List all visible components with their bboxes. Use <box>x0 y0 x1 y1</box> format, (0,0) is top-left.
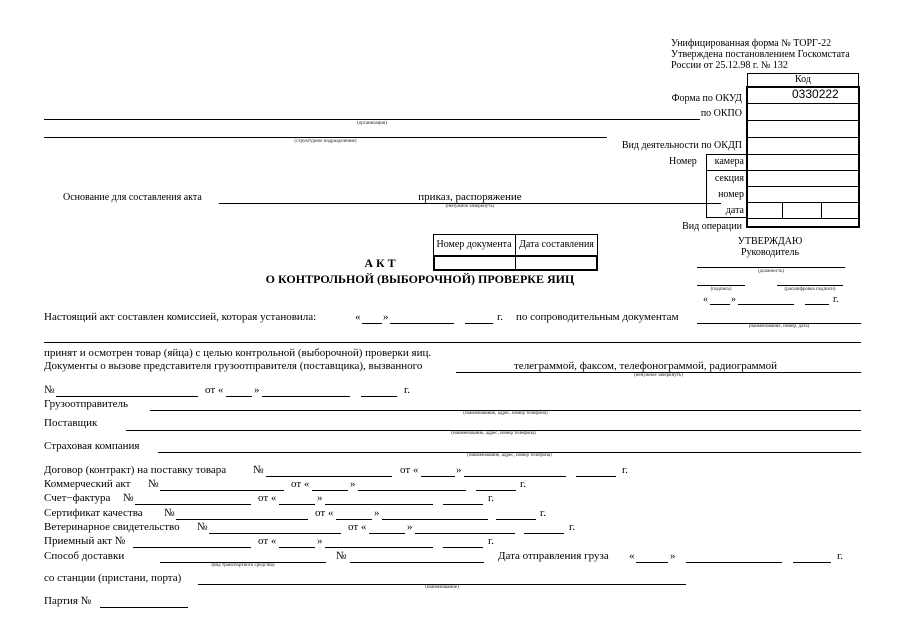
approve-signature-field[interactable] <box>697 285 745 286</box>
vet-cert-month-field[interactable] <box>415 533 515 534</box>
okud-label: Форма по ОКУД <box>671 93 742 104</box>
call-from-label: от « <box>205 384 224 396</box>
delivery-caption: (вид транспортного средства) <box>211 563 275 568</box>
acceptance-act-day-field[interactable] <box>279 547 315 548</box>
vet-cert-from-label: от « <box>348 521 367 533</box>
invoice-day-field[interactable] <box>279 504 315 505</box>
commercial-act-quote-close: » <box>350 478 356 490</box>
station-caption: (наименование) <box>425 585 459 590</box>
acceptance-act-label: Приемный акт № <box>44 535 126 547</box>
approve-quote-close: » <box>731 294 736 305</box>
contract-day-field[interactable] <box>421 476 455 477</box>
quality-cert-from-label: от « <box>315 507 334 519</box>
commercial-act-from-label: от « <box>291 478 310 490</box>
call-year-suffix: г. <box>404 384 411 396</box>
invoice-from-label: от « <box>258 492 277 504</box>
commission-label: Настоящий акт составлен комиссией, которая установила: <box>44 311 317 323</box>
invoice-quote-close: » <box>317 492 323 504</box>
kod-header-cell <box>747 73 859 87</box>
contract-number-label: № <box>253 464 264 476</box>
kod-header: Код <box>795 74 811 85</box>
commercial-act-day-field[interactable] <box>312 490 348 491</box>
acceptance-act-from-label: от « <box>258 535 277 547</box>
organization-caption: (организация) <box>357 121 387 126</box>
quality-cert-day-field[interactable] <box>336 519 372 520</box>
vet-cert-number-label: № <box>197 521 208 533</box>
approve-year-suffix: г. <box>833 294 839 305</box>
batch-field[interactable] <box>100 607 188 608</box>
commission-quote-close: » <box>383 311 389 323</box>
call-docs-label: Документы о вызове представителя грузоотправителя (поставщика), вызванного <box>44 360 423 372</box>
insurance-label: Страховая компания <box>44 440 140 452</box>
acceptance-act-year-suffix: г. <box>488 535 495 547</box>
acceptance-act-quote-close: » <box>317 535 323 547</box>
call-number-label: № <box>44 384 55 396</box>
invoice-month-field[interactable] <box>325 504 433 505</box>
approve-year-field[interactable] <box>805 304 829 305</box>
contract-year-suffix: г. <box>622 464 629 476</box>
supplier-label: Поставщик <box>44 417 98 429</box>
approve-title: УТВЕРЖДАЮ <box>737 236 803 247</box>
codes-column <box>746 86 860 228</box>
dispatch-day-field[interactable] <box>636 562 668 563</box>
approve-decode-caption: (расшифровка подписи) <box>784 287 836 292</box>
commercial-act-label: Коммерческий акт <box>44 478 131 490</box>
call-means-caption: (ненужное зачеркнуть) <box>634 373 683 378</box>
approve-day-field[interactable] <box>710 304 730 305</box>
vid-operacii-label: Вид операции <box>682 221 742 232</box>
contract-year-field[interactable] <box>576 476 616 477</box>
vet-cert-day-field[interactable] <box>369 533 405 534</box>
quality-cert-label: Сертификат качества <box>44 507 143 519</box>
department-caption: (структурное подразделение) <box>294 139 357 144</box>
sekciya-label: секция <box>714 173 744 184</box>
basis-value: приказ, распоряжение <box>418 191 522 203</box>
form-header-line3: России от 25.12.98 г. № 132 <box>671 60 788 71</box>
contract-label: Договор (контракт) на поставку товара <box>44 464 227 476</box>
invoice-year-suffix: г. <box>488 492 495 504</box>
docs-caption: (наименование, номер, дата) <box>748 324 810 329</box>
okud-value: 0330222 <box>792 87 839 101</box>
invoice-label: Счет−фактура <box>44 492 111 504</box>
nomer-sub-label: номер <box>718 189 744 200</box>
call-means-value: телеграммой, факсом, телефонограммой, радиограммой <box>514 360 777 372</box>
call-month-field[interactable] <box>262 396 350 397</box>
form-header-line1: Унифицированная форма № ТОРГ-22 <box>671 38 832 49</box>
doc-number-values[interactable] <box>433 255 598 271</box>
dispatch-date-label: Дата отправления груза <box>498 550 609 562</box>
acceptance-act-year-field[interactable] <box>443 547 483 548</box>
commercial-act-year-field[interactable] <box>476 490 516 491</box>
invoice-number-label: № <box>123 492 134 504</box>
shipper-caption: (наименование, адрес, номер телефона) <box>463 411 548 416</box>
doc-date-header: Дата составления <box>519 239 594 250</box>
dispatch-year-field[interactable] <box>793 562 831 563</box>
organization-field[interactable] <box>44 119 700 120</box>
contract-number-field[interactable] <box>266 476 392 477</box>
commission-day-field[interactable] <box>362 323 382 324</box>
docs-label: по сопроводительным документам <box>516 311 679 323</box>
supplier-caption: (наименование, адрес, номер телефона) <box>451 431 536 436</box>
okdp-label: Вид деятельности по ОКДП <box>621 140 742 151</box>
act-subtitle: О КОНТРОЛЬНОЙ (ВЫБОРОЧНОЙ) ПРОВЕРКЕ ЯИЦ <box>265 272 575 286</box>
quality-cert-month-field[interactable] <box>382 519 488 520</box>
vet-cert-year-suffix: г. <box>569 521 576 533</box>
approve-decode-field[interactable] <box>777 285 843 286</box>
basis-caption: (ненужное зачеркнуть) <box>445 204 495 209</box>
call-day-field[interactable] <box>226 396 252 397</box>
dispatch-quote-open: « <box>629 550 635 562</box>
nomer-label: Номер <box>669 156 697 167</box>
commission-year-field[interactable] <box>465 323 493 324</box>
form-header-line2: Утверждена постановлением Госкомстата <box>671 49 850 60</box>
quality-cert-number-label: № <box>164 507 175 519</box>
contract-from-label: от « <box>400 464 419 476</box>
act-title: А К Т <box>364 256 396 270</box>
delivery-label: Способ доставки <box>44 550 125 562</box>
commission-year-suffix: г. <box>497 311 504 323</box>
okpo-label: по ОКПО <box>700 108 742 119</box>
call-quote-close: » <box>254 384 260 396</box>
vet-cert-quote-close: » <box>407 521 413 533</box>
dispatch-quote-close: » <box>670 550 676 562</box>
quality-cert-year-field[interactable] <box>496 519 536 520</box>
commercial-act-month-field[interactable] <box>358 490 466 491</box>
docs-field-continued[interactable] <box>44 342 861 343</box>
approve-signature-caption: (подпись) <box>710 287 732 292</box>
delivery-number-field[interactable] <box>350 562 484 563</box>
commission-quote-open: « <box>355 311 361 323</box>
batch-label: Партия № <box>44 595 92 607</box>
quality-cert-number-field[interactable] <box>176 519 308 520</box>
commercial-act-year-suffix: г. <box>520 478 527 490</box>
quality-cert-year-suffix: г. <box>540 507 547 519</box>
doc-number-header: Номер документа <box>436 239 512 250</box>
acceptance-act-month-field[interactable] <box>325 547 433 548</box>
shipper-label: Грузоотправитель <box>44 398 129 410</box>
invoice-year-field[interactable] <box>443 504 483 505</box>
data-label: дата <box>725 205 744 216</box>
kamera-label: камера <box>714 156 744 167</box>
vet-cert-label: Ветеринарное свидетельство <box>44 521 180 533</box>
invoice-number-field[interactable] <box>135 504 251 505</box>
approve-quote-open: « <box>703 294 708 305</box>
dispatch-month-field[interactable] <box>686 562 782 563</box>
approve-position-caption: (должность) <box>757 269 785 274</box>
vet-cert-number-field[interactable] <box>209 533 341 534</box>
call-year-field[interactable] <box>361 396 397 397</box>
commercial-act-number-field[interactable] <box>160 490 284 491</box>
contract-month-field[interactable] <box>464 476 566 477</box>
approve-month-field[interactable] <box>738 304 794 305</box>
department-field[interactable] <box>44 137 607 138</box>
acceptance-act-number-field[interactable] <box>133 547 251 548</box>
commission-month-field[interactable] <box>390 323 454 324</box>
quality-cert-quote-close: » <box>374 507 380 519</box>
approve-role: Руководитель <box>740 247 800 258</box>
station-label: со станции (пристани, порта) <box>44 572 182 584</box>
dispatch-year-suffix: г. <box>837 550 844 562</box>
delivery-number-label: № <box>336 550 347 562</box>
vet-cert-year-field[interactable] <box>524 533 564 534</box>
basis-label: Основание для составления акта <box>63 192 202 203</box>
approve-position-field[interactable] <box>697 267 845 268</box>
accepted-text: принят и осмотрен товар (яйца) с целью контрольной (выборочной) проверки яиц. <box>44 347 432 359</box>
contract-quote-close: » <box>456 464 462 476</box>
call-number-field[interactable] <box>56 396 198 397</box>
insurance-caption: (наименование, адрес, номер телефона) <box>467 453 552 458</box>
commercial-act-number-label: № <box>148 478 159 490</box>
